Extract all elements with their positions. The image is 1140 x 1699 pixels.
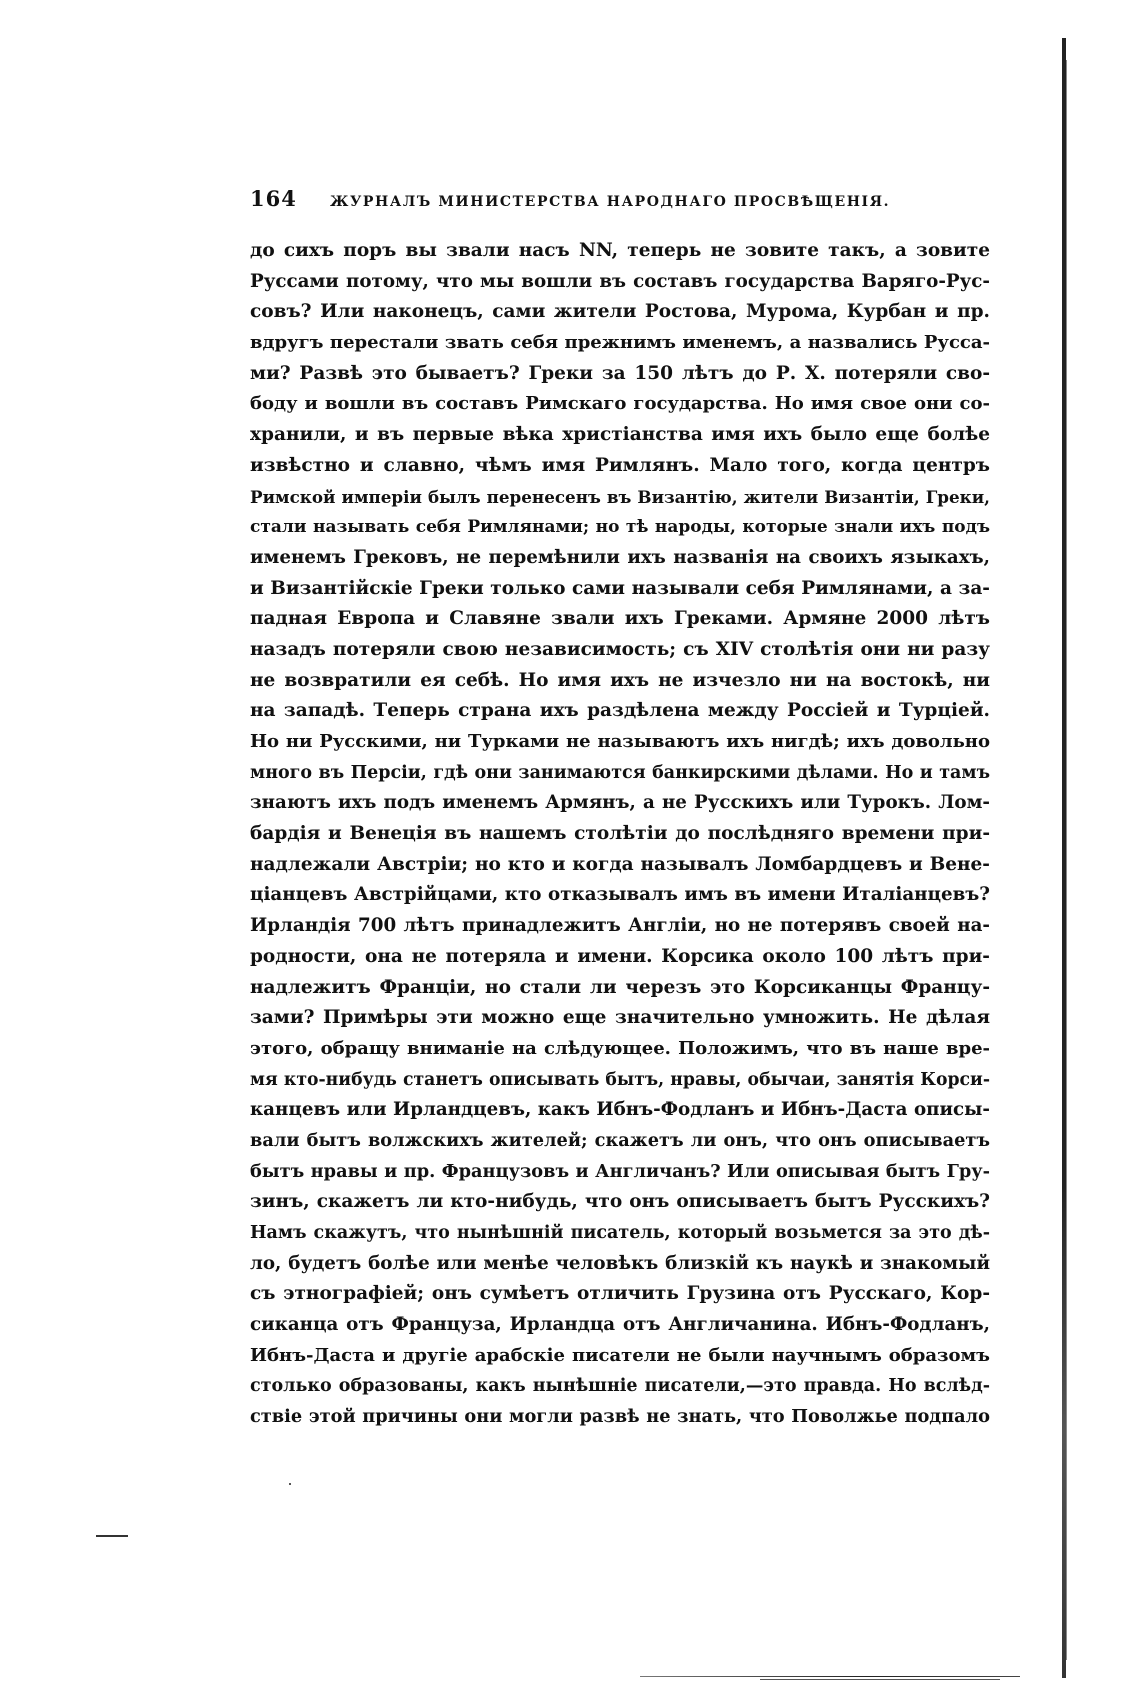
- text-line: извѣстно и славно, чѣмъ имя Римлянъ. Мало того, когда центръ: [250, 454, 990, 476]
- text-line: сиканца отъ Француза, Ирландца отъ Англичанина. Ибнъ-Фодланъ,: [250, 1314, 990, 1336]
- text-line: и Византійскіе Греки только сами называли себя Римлянами, а за-: [250, 577, 990, 599]
- bottom-scan-rule-secondary: [760, 1679, 1000, 1680]
- text-line: ствіе этой причины они могли развѣ не знать, что Поволжье подпало: [250, 1406, 990, 1428]
- text-line: столько образованы, какъ нынѣшніе писатели,—это правда. Но вслѣд-: [250, 1376, 990, 1397]
- text-line: съ этнографіей; онъ сумѣетъ отличить Грузина отъ Русскаго, Кор-: [250, 1283, 990, 1305]
- text-line: назадъ потеряли свою независимость; съ XIV столѣтія они ни разу: [250, 638, 990, 660]
- text-line: боду и вошли въ составъ Римскаго государства. Но имя свое они со-: [250, 393, 990, 415]
- text-line: бардія и Венеція въ нашемъ столѣтіи до послѣдняго времени при-: [250, 823, 990, 845]
- text-line: родности, она не потеряла и имени. Корсика около 100 лѣтъ при-: [250, 945, 990, 967]
- text-line: зинъ, скажетъ ли кто-нибудь, что онъ описываетъ бытъ Русскихъ?: [250, 1191, 990, 1213]
- text-line: ми? Развѣ это бываетъ? Греки за 150 лѣтъ до Р. Х. потеряли сво-: [250, 362, 990, 384]
- text-line: совъ? Или наконецъ, сами жители Ростова, Мурома, Курбан и пр.: [250, 301, 990, 323]
- text-line: стали называть себя Римлянами; но тѣ народы, которые знали ихъ подъ: [250, 517, 990, 538]
- running-head: [250, 186, 990, 220]
- text-line: до сихъ поръ вы звали насъ NN, теперь не зовите такъ, а зовите: [250, 240, 990, 261]
- text-line: канцевъ или Ирландцевъ, какъ Ибнъ-Фодланъ и Ибнъ-Даста описы-: [250, 1099, 990, 1121]
- text-line: ло, будетъ болѣе или менѣе человѣкъ близкій къ наукѣ и знакомый: [250, 1252, 990, 1274]
- text-line: Римской имперіи былъ перенесенъ въ Византію, жители Византіи, Греки,: [250, 486, 990, 507]
- text-line: бытъ нравы и пр. Французовъ и Англичанъ? Или описывая бытъ Гру-: [250, 1160, 990, 1182]
- margin-dash-mark: [96, 1535, 128, 1537]
- margin-dot-mark: [289, 1483, 291, 1485]
- text-line: надлежали Австріи; но кто и когда называлъ Ломбардцевъ и Вене-: [250, 853, 990, 875]
- text-line: Намъ скажутъ, что нынѣшній писатель, который возьмется за это дѣ-: [250, 1223, 990, 1243]
- text-line: не возвратили ея себѣ. Но имя ихъ не изчезло ни на востокѣ, ни: [250, 669, 990, 691]
- text-line: этого, обращу вниманіе на слѣдующее. Положимъ, что въ наше вре-: [250, 1037, 990, 1059]
- text-line: именемъ Грековъ, не перемѣнили ихъ названія на своихъ языкахъ,: [250, 546, 990, 568]
- scan-edge-shadow: [1066, 60, 1067, 1660]
- bottom-scan-rule: [640, 1676, 1020, 1677]
- text-line: вдругъ перестали звать себя прежнимъ именемъ, а назвались Русса-: [250, 332, 990, 354]
- text-line: ціанцевъ Австрійцами, кто отказывалъ имъ въ имени Италіанцевъ?: [250, 884, 990, 906]
- page-number: 164: [250, 186, 297, 211]
- text-line: много въ Персіи, гдѣ они занимаются банкирскими дѣлами. Но и тамъ: [250, 762, 990, 783]
- text-line: надлежитъ Франціи, но стали ли черезъ это Корсиканцы Францу-: [250, 976, 990, 998]
- text-line: хранили, и въ первые вѣка христіанства имя ихъ было еще болѣе: [250, 424, 990, 446]
- text-line: зами? Примѣры эти можно еще значительно умножить. Не дѣлая: [250, 1007, 990, 1029]
- text-line: Но ни Русскими, ни Турками не называютъ ихъ нигдѣ; ихъ довольно: [250, 731, 990, 752]
- text-line: Руссами потому, что мы вошли въ составъ государства Варяго-Рус-: [250, 270, 990, 292]
- body-text: [250, 236, 990, 1433]
- text-line: Ибнъ-Даста и другіе арабскіе писатели не были научнымъ образомъ: [250, 1344, 990, 1366]
- journal-title: ЖУРНАЛЪ МИНИСТЕРСТВА НАРОДНАГО ПРОСВѢЩЕНІЯ.: [330, 194, 891, 210]
- text-line: падная Европа и Славяне звали ихъ Греками. Армяне 2000 лѣтъ: [250, 608, 990, 630]
- text-line: Ирландія 700 лѣтъ принадлежитъ Англіи, но не потерявъ своей на-: [250, 915, 990, 937]
- text-line: вали бытъ волжскихъ жителей; скажетъ ли онъ, что онъ описываетъ: [250, 1129, 990, 1151]
- text-line: мя кто-нибудь станетъ описывать бытъ, нравы, обычаи, занятія Корси-: [250, 1069, 990, 1090]
- text-line: знаютъ ихъ подъ именемъ Армянъ, а не Русскихъ или Турокъ. Лом-: [250, 792, 990, 814]
- text-line: на западѣ. Теперь страна ихъ раздѣлена между Россіей и Турціей.: [250, 700, 990, 722]
